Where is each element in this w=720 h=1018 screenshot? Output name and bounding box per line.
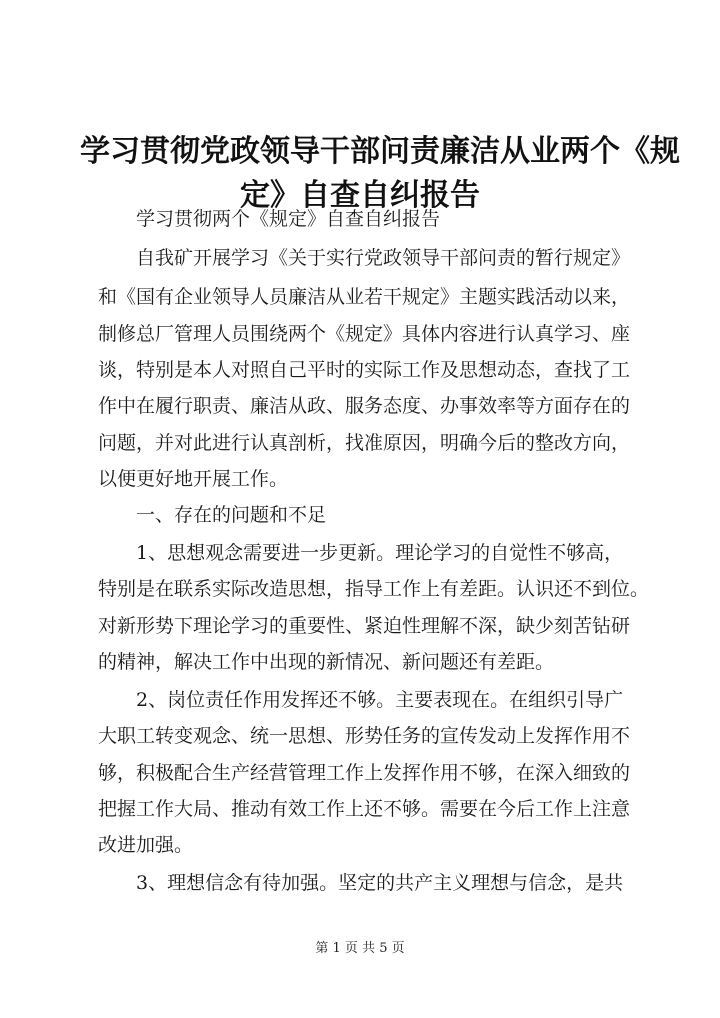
- page-footer: 第 1 页 共 5 页: [315, 941, 405, 956]
- paragraph-line: 以便更好地开展工作。: [98, 468, 289, 490]
- paragraph-line: 3、理想信念有待加强。坚定的共产主义理想与信念，是共: [136, 872, 624, 894]
- paragraph-line: 的精神，解决工作中出现的新情况、新问题还有差距。: [98, 651, 555, 673]
- paragraph-line: 2、岗位责任作用发挥还不够。主要表现在。在组织引导广: [136, 689, 624, 711]
- document-title-line-2: 定》自查自纠报告: [240, 178, 480, 213]
- paragraph-line: 制修总厂管理人员围绕两个《规定》具体内容进行认真学习、座: [98, 323, 631, 345]
- paragraph-line: 对新形势下理论学习的重要性、紧迫性理解不深，缺少刻苦钻研: [98, 615, 631, 637]
- section-heading: 一、存在的问题和不足: [136, 504, 327, 526]
- paragraph-line: 作中在履行职责、廉洁从政、服务态度、办事效率等方面存在的: [98, 395, 631, 417]
- paragraph-line: 够，积极配合生产经营管理工作上发挥作用不够，在深入细致的: [98, 762, 631, 784]
- paragraph-line: 谈，特别是本人对照自己平时的实际工作及思想动态，查找了工: [98, 359, 631, 381]
- paragraph-line: 改进加强。: [98, 834, 194, 856]
- paragraph-line: 1、思想观念需要进一步更新。理论学习的自觉性不够高，: [136, 542, 624, 564]
- paragraph-line: 大职工转变观念、统一思想、形势任务的宣传发动上发挥作用不: [98, 725, 631, 747]
- paragraph-line: 和《国有企业领导人员廉洁从业若干规定》主题实践活动以来，: [98, 286, 631, 308]
- document-title-line-1: 学习贯彻党政领导干部问责廉洁从业两个《规: [80, 134, 680, 169]
- paragraph-line: 自我矿开展学习《关于实行党政领导干部问责的暂行规定》: [136, 247, 631, 269]
- subtitle: 学习贯彻两个《规定》自查自纠报告: [136, 208, 441, 230]
- paragraph-line: 把握工作大局、推动有效工作上还不够。需要在今后工作上注意: [98, 798, 631, 820]
- paragraph-line: 问题，并对此进行认真剖析，找准原因，明确今后的整改方向，: [98, 432, 631, 454]
- paragraph-line: 特别是在联系实际改造思想，指导工作上有差距。认识还不到位。: [98, 578, 650, 600]
